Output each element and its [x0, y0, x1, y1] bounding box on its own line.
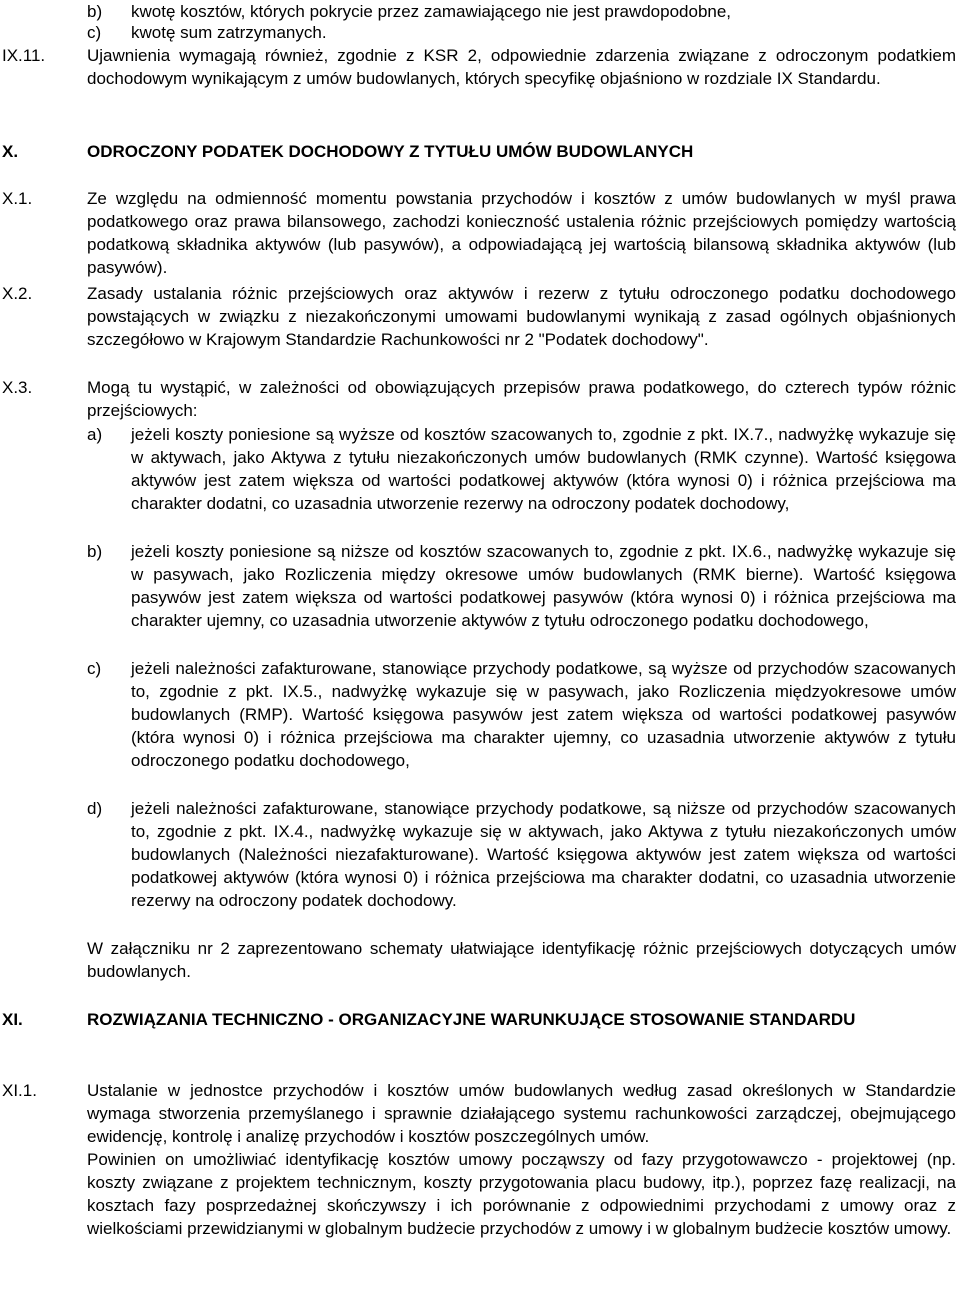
list-item-text: kwotę sum zatrzymanych. [131, 23, 327, 42]
list-item-text: jeżeli koszty poniesione są niższe od kosztów szacowanych to, zgodnie z pkt. IX.6., nadwyżkę wykazuje się w pasywach, jako Rozliczenia między okresowe umów budowlanych (RMK bierne). Wartość księgowa pasywów jest zatem większa od wartości podatkowej pasywów (która wynosi 0) i różnica przejściowa ma charakter ujemny, co uzasadnia utworzenie aktywów z tytułu odroczonego podatku dochodowego, [131, 542, 956, 630]
paragraph-number: IX.11. [2, 46, 46, 65]
paragraph-text: Mogą tu wystąpić, w zależności od obowiązujących przepisów prawa podatkowego, do czterech typów różnic przejściowych: [87, 378, 956, 420]
paragraph-text: Ujawnienia wymagają również, zgodnie z KSR 2, odpowiednie zdarzenia związane z odroczonym podatkiem dochodowym wynikającym z umów budowlanych, których specyfikę objaśniono w rozdziale IX Standardu. [87, 46, 956, 88]
list-item-label: d) [87, 799, 103, 818]
paragraph-text: W załączniku nr 2 zaprezentowano schematy ułatwiające identyfikację różnic przejściowych dotyczących umów budowlanych. [87, 939, 956, 981]
list-item-b [87, 0, 956, 23]
section-title: ODROCZONY PODATEK DOCHODOWY Z TYTUŁU UMÓW BUDOWLANYCH [87, 142, 694, 161]
section-title: ROZWIĄZANIA TECHNICZNO - ORGANIZACYJNE WARUNKUJĄCE STOSOWANIE STANDARDU [87, 1010, 856, 1029]
paragraph-text: Ustalanie w jednostce przychodów i kosztów umów budowlanych według zasad określonych w Standardzie wymaga stworzenia przemyślanego i sprawnie działającego systemu rachunkowości zarządczej, obejmującego ewidencję, kontrolę i analizę przychodów i kosztów poszczególnych umów. [87, 1081, 956, 1146]
paragraph-number: X.1. [2, 189, 33, 208]
list-item-label: a) [87, 425, 103, 444]
section-number: XI. [2, 1010, 23, 1029]
list-item-c [87, 21, 956, 44]
paragraph-number: X.3. [2, 378, 33, 397]
paragraph-number: XI.1. [2, 1081, 37, 1100]
paragraph-text: Ze względu na odmienność momentu powstania przychodów i kosztów z umów budowlanych w myśl prawa podatkowego oraz prawa bilansowego, zachodzi konieczność ustalenia różnic przejściowych pomiędzy wartością podatkową składnika aktywów (lub pasywów), a odpowiadającą jej wartością bilansową składnika aktywów (lub pasywów). [87, 189, 956, 277]
list-item-label: b) [87, 542, 103, 561]
list-item-label: c) [87, 23, 102, 42]
list-item-label: c) [87, 659, 102, 678]
list-item-label: b) [87, 2, 103, 21]
list-item-text: jeżeli należności zafakturowane, stanowiące przychody podatkowe, są niższe od przychodów szacowanych to, zgodnie z pkt. IX.4., nadwyżkę wykazuje się w aktywach, jako Aktywa z tytułu niezakończonych umów budowlanych (Należności niezafakturowane). Wartość księgowa aktywów jest zatem większa od wartości podatkowej aktywów (która wynosi 0) i różnica przejściowa ma charakter dodatni, co uzasadnia utworzenie rezerwy na odroczony podatek dochodowy. [131, 799, 956, 910]
list-item-text: kwotę kosztów, których pokrycie przez zamawiającego nie jest prawdopodobne, [131, 2, 732, 21]
paragraph-body [87, 1079, 956, 1240]
list-item-text: jeżeli należności zafakturowane, stanowiące przychody podatkowe, są wyższe od przychodów szacowanych to, zgodnie z pkt. IX.5., nadwyżkę wykazuje się w pasywach, jako Rozliczenia międzyokresowe umów budowlanych (RMP). Wartość księgowa pasywów jest zatem większa od wartości podatkowej pasywów (która wynosi 0) i różnica przejściowa ma charakter ujemny, co uzasadnia utworzenie aktywów z tytułu odroczonego podatku dochodowego, [131, 659, 956, 770]
list-item-text: jeżeli koszty poniesione są wyższe od kosztów szacowanych to, zgodnie z pkt. IX.7., nadwyżkę wykazuje się w aktywach, jako Aktywa z tytułu niezakończonych umów budowlanych (RMK czynne). Wartość księgowa aktywów jest zatem większa od wartości podatkowej aktywów (która wynosi 0) i różnica przejściowa ma charakter dodatni, co uzasadnia utworzenie rezerwy na odroczony podatek dochodowy, [131, 425, 956, 513]
paragraph-text: Zasady ustalania różnic przejściowych oraz aktywów i rezerw z tytułu odroczonego podatku dochodowego powstających w związku z niezakończonymi umowami budowlanymi wynikają z zasad ogólnych objaśnionych szczegółowo w Krajowym Standardzie Rachunkowości nr 2 "Podatek dochodowy". [87, 284, 956, 349]
section-number: X. [2, 142, 19, 161]
paragraph-number: X.2. [2, 284, 33, 303]
paragraph-text: Powinien on umożliwiać identyfikację kosztów umowy począwszy od fazy przygotowawczo - projektowej (np. koszty związane z projektem technicznym, koszty przygotowania placu budowy, itp.), poprzez fazę realizacji, na kosztach fazy posprzedażnej skończywszy i ich porównanie z odpowiednimi przychodami z umowy oraz z wielkościami przewidzianymi w globalnym budżecie przychodów z umowy i w globalnym budżecie kosztów umowy. [87, 1150, 956, 1238]
